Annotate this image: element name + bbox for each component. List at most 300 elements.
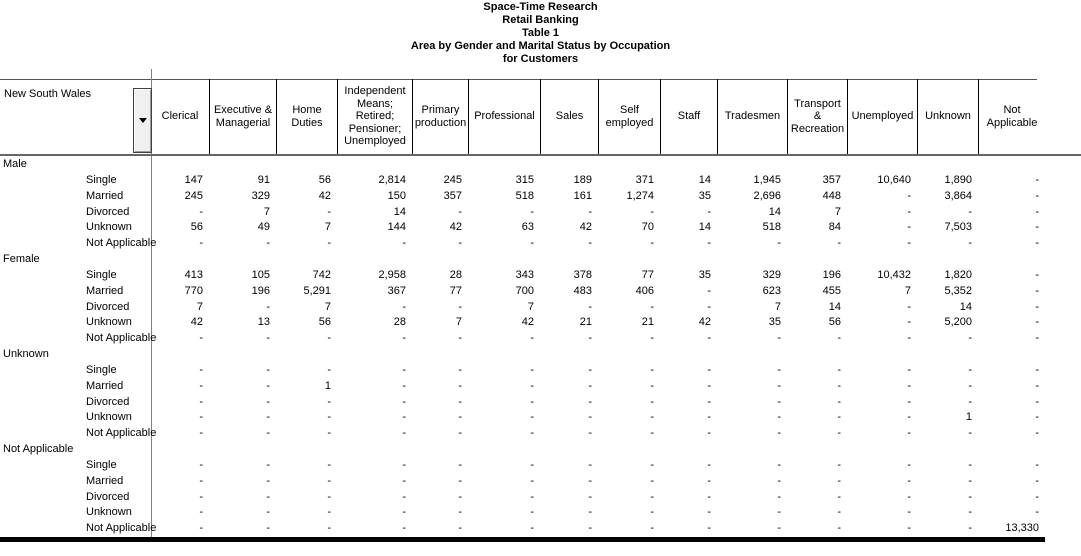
value-cell: -: [1035, 490, 1039, 503]
value-cell: -: [266, 411, 270, 424]
value-cell: -: [327, 506, 331, 519]
value-cell: -: [907, 316, 911, 329]
value-cell: 483: [573, 284, 592, 297]
value-cell: -: [907, 474, 911, 487]
value-cell: -: [1035, 474, 1039, 487]
value-cell: 7: [263, 205, 270, 218]
value-cell: -: [707, 363, 711, 376]
value-cell: -: [199, 205, 203, 218]
org-title: Space-Time Research: [483, 1, 598, 13]
table-row-unknown: [0, 315, 1045, 331]
value-cell: -: [327, 522, 331, 535]
value-cell: 105: [251, 268, 270, 281]
value-cell: -: [266, 395, 270, 408]
value-cell: 7: [455, 316, 462, 329]
table-row-divorced: [0, 205, 1045, 221]
value-cell: -: [907, 205, 911, 218]
value-cell: 63: [521, 221, 534, 234]
value-cell: -: [199, 474, 203, 487]
value-cell: -: [327, 237, 331, 250]
row-label: Not Applicable: [86, 522, 157, 535]
table-number: Table 1: [521, 27, 560, 39]
value-cell: -: [588, 300, 592, 313]
value-cell: -: [266, 300, 270, 313]
value-cell: -: [907, 237, 911, 250]
value-cell: 91: [257, 173, 270, 186]
value-cell: 2,814: [378, 173, 406, 186]
value-cell: -: [777, 474, 781, 487]
value-cell: -: [907, 395, 911, 408]
value-cell: 150: [387, 189, 406, 202]
value-cell: 245: [443, 173, 462, 186]
value-cell: -: [837, 411, 841, 424]
value-cell: -: [327, 458, 331, 471]
value-cell: -: [327, 490, 331, 503]
value-cell: -: [777, 363, 781, 376]
value-cell: 357: [822, 173, 841, 186]
value-cell: -: [968, 332, 972, 345]
value-cell: 742: [312, 268, 331, 281]
row-label: Married: [86, 474, 124, 487]
value-cell: 329: [762, 268, 781, 281]
value-cell: 1,890: [944, 173, 972, 186]
value-cell: 77: [641, 268, 654, 281]
value-cell: -: [968, 237, 972, 250]
value-cell: -: [588, 395, 592, 408]
value-cell: -: [530, 332, 534, 345]
value-cell: 5,352: [944, 284, 972, 297]
value-cell: 35: [768, 316, 781, 329]
value-cell: -: [1035, 316, 1039, 329]
value-cell: -: [707, 458, 711, 471]
value-cell: -: [266, 363, 270, 376]
value-cell: -: [199, 506, 203, 519]
value-cell: -: [588, 474, 592, 487]
column-header-unemployed: Unemployed: [847, 79, 917, 154]
value-cell: -: [777, 237, 781, 250]
value-cell: -: [968, 474, 972, 487]
value-cell: -: [777, 522, 781, 535]
column-header-self-employed: Self employed: [598, 79, 660, 154]
value-cell: -: [402, 363, 406, 376]
value-cell: 770: [184, 284, 203, 297]
value-cell: -: [907, 411, 911, 424]
row-label: Unknown: [86, 316, 132, 329]
value-cell: -: [530, 458, 534, 471]
table-row-unknown: [0, 410, 1045, 426]
value-cell: 7: [324, 221, 331, 234]
value-cell: -: [266, 379, 270, 392]
value-cell: 3,864: [944, 189, 972, 202]
value-cell: -: [402, 427, 406, 440]
value-cell: 406: [635, 284, 654, 297]
column-header-professional: Professional: [468, 79, 540, 154]
value-cell: -: [1035, 284, 1039, 297]
value-cell: -: [1035, 363, 1039, 376]
value-cell: -: [907, 332, 911, 345]
row-label: Divorced: [86, 205, 130, 218]
value-cell: -: [968, 490, 972, 503]
value-cell: -: [1035, 221, 1039, 234]
value-cell: -: [1035, 379, 1039, 392]
value-cell: 14: [959, 300, 972, 313]
value-cell: -: [837, 332, 841, 345]
value-cell: -: [458, 300, 462, 313]
value-cell: -: [707, 506, 711, 519]
value-cell: -: [777, 458, 781, 471]
value-cell: -: [650, 506, 654, 519]
value-cell: 371: [635, 173, 654, 186]
value-cell: -: [1035, 458, 1039, 471]
group-row-male: [0, 157, 1045, 173]
value-cell: -: [707, 395, 711, 408]
value-cell: -: [266, 474, 270, 487]
table-row-not-applicable: [0, 331, 1045, 347]
value-cell: -: [199, 363, 203, 376]
row-label: Divorced: [86, 300, 130, 313]
value-cell: -: [968, 395, 972, 408]
table-bottom-border: [0, 537, 1045, 542]
value-cell: -: [199, 395, 203, 408]
table-row-single: [0, 173, 1045, 189]
value-cell: -: [588, 379, 592, 392]
value-cell: -: [1035, 237, 1039, 250]
value-cell: -: [588, 332, 592, 345]
value-cell: -: [650, 474, 654, 487]
value-cell: 1,820: [944, 268, 972, 281]
value-cell: 14: [768, 205, 781, 218]
value-cell: -: [458, 332, 462, 345]
table-row-not-applicable: [0, 521, 1045, 537]
value-cell: -: [907, 363, 911, 376]
table-row-divorced: [0, 490, 1045, 506]
value-cell: -: [588, 458, 592, 471]
value-cell: -: [837, 237, 841, 250]
column-header-transport-recreation: Transport & Recreation: [787, 79, 847, 154]
value-cell: -: [707, 474, 711, 487]
value-cell: -: [1035, 173, 1039, 186]
row-label: Single: [86, 363, 117, 376]
value-cell: -: [199, 332, 203, 345]
value-cell: -: [199, 411, 203, 424]
row-label: Single: [86, 268, 117, 281]
value-cell: 56: [318, 316, 331, 329]
value-cell: -: [588, 411, 592, 424]
value-cell: -: [199, 379, 203, 392]
value-cell: -: [1035, 268, 1039, 281]
value-cell: 5,291: [303, 284, 331, 297]
row-dimension-dropdown-button[interactable]: [133, 88, 152, 153]
value-cell: 56: [828, 316, 841, 329]
value-cell: 7,503: [944, 221, 972, 234]
value-cell: -: [266, 237, 270, 250]
value-cell: 2,958: [378, 268, 406, 281]
value-cell: -: [402, 300, 406, 313]
value-cell: -: [1035, 506, 1039, 519]
value-cell: -: [777, 395, 781, 408]
table-description: Area by Gender and Marital Status by Occupation: [410, 40, 671, 52]
row-label: Divorced: [86, 395, 130, 408]
value-cell: 28: [393, 316, 406, 329]
value-cell: -: [402, 332, 406, 345]
value-cell: -: [588, 237, 592, 250]
value-cell: -: [907, 427, 911, 440]
table-row-divorced: [0, 300, 1045, 316]
value-cell: -: [968, 458, 972, 471]
value-cell: -: [458, 522, 462, 535]
value-cell: 7: [774, 300, 781, 313]
value-cell: 1: [965, 411, 972, 424]
table-subtitle: for Customers: [502, 53, 579, 65]
value-cell: -: [1035, 300, 1039, 313]
value-cell: 196: [822, 268, 841, 281]
value-cell: -: [458, 205, 462, 218]
value-cell: -: [1035, 395, 1039, 408]
value-cell: -: [588, 522, 592, 535]
value-cell: 14: [698, 173, 711, 186]
value-cell: 42: [521, 316, 534, 329]
row-label: Unknown: [86, 506, 132, 519]
value-cell: -: [707, 300, 711, 313]
row-dimension-label: New South Wales: [4, 88, 92, 100]
value-cell: -: [650, 237, 654, 250]
value-cell: 700: [515, 284, 534, 297]
value-cell: -: [402, 411, 406, 424]
value-cell: -: [458, 506, 462, 519]
value-cell: 7: [527, 300, 534, 313]
value-cell: -: [707, 490, 711, 503]
value-cell: -: [907, 458, 911, 471]
value-cell: -: [707, 332, 711, 345]
value-cell: -: [650, 427, 654, 440]
value-cell: -: [266, 522, 270, 535]
column-header-tradesmen: Tradesmen: [717, 79, 787, 154]
value-cell: -: [266, 506, 270, 519]
row-label: Not Applicable: [86, 332, 157, 345]
value-cell: -: [650, 522, 654, 535]
table-row-married: [0, 474, 1045, 490]
column-header-unknown: Unknown: [917, 79, 978, 154]
group-label: Male: [3, 158, 27, 170]
value-cell: -: [907, 189, 911, 202]
value-cell: 448: [822, 189, 841, 202]
value-cell: -: [777, 332, 781, 345]
value-cell: -: [530, 474, 534, 487]
value-cell: -: [458, 395, 462, 408]
value-cell: -: [907, 506, 911, 519]
value-cell: 14: [828, 300, 841, 313]
group-label: Female: [3, 253, 40, 265]
table-row-married: [0, 379, 1045, 395]
value-cell: -: [266, 427, 270, 440]
value-cell: -: [650, 332, 654, 345]
value-cell: -: [650, 458, 654, 471]
value-cell: -: [837, 427, 841, 440]
value-cell: -: [266, 332, 270, 345]
column-header-not-applicable: Not Applicable: [978, 79, 1045, 154]
value-cell: -: [837, 379, 841, 392]
value-cell: -: [707, 427, 711, 440]
value-cell: -: [837, 522, 841, 535]
table-row-married: [0, 189, 1045, 205]
value-cell: -: [777, 411, 781, 424]
value-cell: 144: [387, 221, 406, 234]
value-cell: 1: [324, 379, 331, 392]
value-cell: 245: [184, 189, 203, 202]
value-cell: -: [327, 427, 331, 440]
value-cell: -: [650, 411, 654, 424]
value-cell: -: [907, 522, 911, 535]
value-cell: 42: [698, 316, 711, 329]
table-row-single: [0, 268, 1045, 284]
value-cell: 84: [828, 221, 841, 234]
row-label: Single: [86, 173, 117, 186]
row-dimension-header: [4, 88, 130, 101]
value-cell: -: [199, 458, 203, 471]
value-cell: 10,432: [877, 268, 911, 281]
column-header-independent-means-retired-pensioner-unemployed: Independent Means; Retired; Pensioner; Unemployed: [337, 79, 412, 154]
value-cell: -: [837, 490, 841, 503]
value-cell: -: [199, 490, 203, 503]
value-cell: 13: [257, 316, 270, 329]
value-cell: -: [402, 522, 406, 535]
value-cell: 2,696: [753, 189, 781, 202]
value-cell: -: [588, 205, 592, 218]
value-cell: -: [968, 205, 972, 218]
value-cell: -: [707, 379, 711, 392]
value-cell: -: [650, 363, 654, 376]
group-label: Not Applicable: [3, 443, 74, 455]
value-cell: -: [327, 332, 331, 345]
table-row-single: [0, 458, 1045, 474]
table-row-unknown: [0, 220, 1045, 236]
value-cell: -: [588, 490, 592, 503]
value-cell: -: [327, 411, 331, 424]
value-cell: -: [650, 379, 654, 392]
value-cell: 7: [834, 205, 841, 218]
value-cell: -: [327, 395, 331, 408]
value-cell: -: [1035, 189, 1039, 202]
value-cell: 77: [449, 284, 462, 297]
value-cell: 413: [184, 268, 203, 281]
value-cell: -: [266, 490, 270, 503]
value-cell: 21: [641, 316, 654, 329]
value-cell: 147: [184, 173, 203, 186]
column-header-clerical: Clerical: [161, 110, 199, 123]
value-cell: -: [907, 300, 911, 313]
value-cell: 42: [449, 221, 462, 234]
value-cell: -: [327, 474, 331, 487]
value-cell: -: [327, 205, 331, 218]
value-cell: -: [1035, 205, 1039, 218]
value-cell: 518: [515, 189, 534, 202]
value-cell: 42: [579, 221, 592, 234]
value-cell: 1,945: [753, 173, 781, 186]
row-label: Divorced: [86, 490, 130, 503]
value-cell: -: [402, 490, 406, 503]
value-cell: -: [458, 237, 462, 250]
value-cell: -: [650, 395, 654, 408]
value-cell: -: [530, 363, 534, 376]
value-cell: -: [837, 395, 841, 408]
value-cell: 315: [515, 173, 534, 186]
value-cell: 455: [822, 284, 841, 297]
value-cell: -: [650, 205, 654, 218]
value-cell: -: [530, 522, 534, 535]
value-cell: -: [588, 363, 592, 376]
group-label: Unknown: [3, 348, 49, 360]
value-cell: -: [266, 458, 270, 471]
value-cell: -: [837, 474, 841, 487]
value-cell: -: [458, 363, 462, 376]
column-header-staff: Staff: [660, 79, 717, 154]
row-label: Unknown: [86, 411, 132, 424]
table-row-married: [0, 284, 1045, 300]
value-cell: 7: [196, 300, 203, 313]
value-cell: 7: [904, 284, 911, 297]
value-cell: -: [907, 490, 911, 503]
value-cell: -: [530, 506, 534, 519]
value-cell: -: [402, 395, 406, 408]
value-cell: -: [707, 205, 711, 218]
value-cell: 343: [515, 268, 534, 281]
row-label: Married: [86, 284, 124, 297]
value-cell: -: [707, 522, 711, 535]
value-cell: -: [968, 363, 972, 376]
value-cell: -: [458, 379, 462, 392]
value-cell: -: [907, 221, 911, 234]
value-cell: -: [1035, 411, 1039, 424]
value-cell: 161: [573, 189, 592, 202]
value-cell: 7: [324, 300, 331, 313]
value-cell: -: [707, 284, 711, 297]
value-cell: -: [530, 490, 534, 503]
value-cell: -: [837, 506, 841, 519]
value-cell: -: [968, 427, 972, 440]
value-cell: -: [402, 506, 406, 519]
value-cell: 329: [251, 189, 270, 202]
row-label: Married: [86, 379, 124, 392]
table-row-not-applicable: [0, 236, 1045, 252]
group-row-female: [0, 252, 1045, 268]
group-row-not-applicable: [0, 442, 1045, 458]
group-row-unknown: [0, 347, 1045, 363]
report-header: [0, 1, 1081, 66]
row-label: Unknown: [86, 221, 132, 234]
value-cell: 13,330: [1005, 522, 1039, 535]
value-cell: -: [199, 237, 203, 250]
value-cell: 42: [190, 316, 203, 329]
table-row-single: [0, 363, 1045, 379]
value-cell: -: [458, 411, 462, 424]
value-cell: 189: [573, 173, 592, 186]
value-cell: -: [777, 490, 781, 503]
value-cell: -: [530, 205, 534, 218]
value-cell: -: [968, 522, 972, 535]
value-cell: 518: [762, 221, 781, 234]
value-cell: -: [530, 379, 534, 392]
value-cell: 42: [318, 189, 331, 202]
value-cell: -: [837, 458, 841, 471]
column-header-home-duties: Home Duties: [276, 79, 337, 154]
value-cell: -: [777, 379, 781, 392]
table-row-unknown: [0, 505, 1045, 521]
value-cell: 1,274: [626, 189, 654, 202]
value-cell: -: [458, 474, 462, 487]
value-cell: 196: [251, 284, 270, 297]
value-cell: -: [458, 490, 462, 503]
value-cell: -: [458, 427, 462, 440]
